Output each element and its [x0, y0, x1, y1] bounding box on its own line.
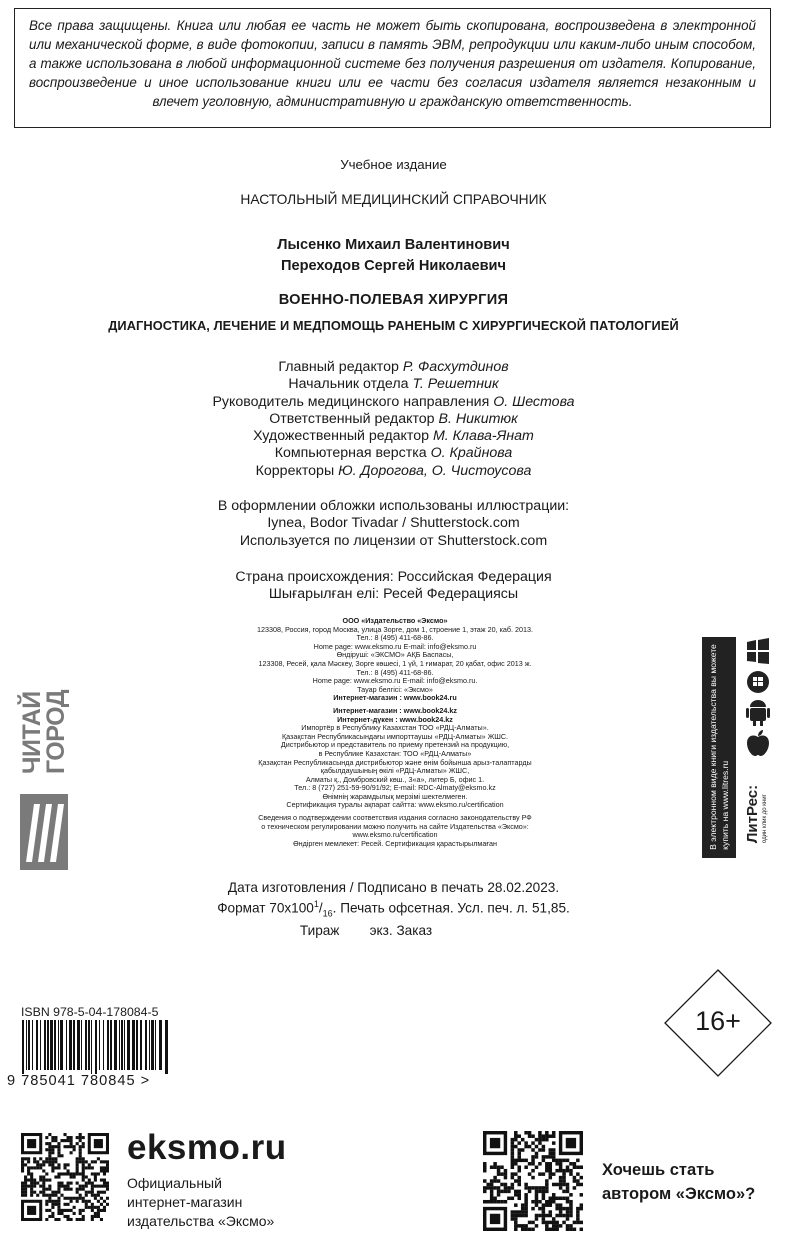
country-of-origin: [0, 569, 787, 604]
barcode-bar: [77, 1020, 80, 1070]
print-date: Дата изготовления / Подписано в печать 28.02.2023.: [227, 880, 560, 895]
barcode-bar: [165, 1020, 168, 1074]
barcode-bar: [91, 1020, 92, 1074]
imprint-line: Интернет-магазин : www.book24.ru: [333, 693, 457, 703]
barcode-bar: [132, 1020, 135, 1070]
imprint-line: Сертификация туралы ақпарат сайтта: www.eksmo.ru/certification: [286, 800, 504, 810]
imprint-line: Интернет-магазин : www.book24.kz: [333, 705, 457, 715]
edition-type: Учебное издание: [340, 157, 447, 172]
litres-logo-text: ЛитРес:: [744, 784, 761, 844]
barcode-bar: [99, 1020, 100, 1070]
credit-line: Руководитель медицинского направления О. Шестова: [212, 393, 575, 410]
imprint-line: 123308, Россия, город Москва, улица Зорге, дом 1, строение 1, этаж 20, каб. 2013.: [257, 624, 533, 634]
credit-line: Ответственный редактор В. Никитюк: [269, 410, 518, 427]
barcode-bar: [107, 1020, 109, 1070]
barcode-image: [20, 1020, 170, 1074]
barcode-bar: [73, 1020, 75, 1070]
barcode-bar: [136, 1020, 138, 1070]
shop-line: интернет-магазин: [127, 1194, 243, 1210]
chitai-word: ЧИТАЙ: [18, 691, 46, 775]
author-call-line: автором «Эксмо»?: [602, 1185, 756, 1203]
imprint-line: Дистрибьютор и представитель по приему претензий на продукцию,: [280, 740, 510, 750]
series-name: НАСТОЛЬНЫЙ МЕДИЦИНСКИЙ СПРАВОЧНИК: [240, 192, 547, 207]
barcode-bar: [36, 1020, 38, 1070]
imprint-line: о техническом регулировании можно получить на сайте Издательства «Эксмо»:: [261, 821, 529, 831]
print-info: [0, 879, 787, 939]
imprint-line: Тел.: 8 (495) 411-68-86.: [356, 633, 434, 643]
barcode-bar: [140, 1020, 142, 1070]
author-1: Лысенко Михаил Валентинович: [277, 237, 510, 253]
litres-banner[interactable]: [702, 637, 736, 858]
barcode-bar: [119, 1020, 120, 1070]
barcode-bar: [58, 1020, 59, 1070]
credits: [0, 359, 787, 480]
imprint-line: Қазақстан Республикасында дистрибьютор және өнім бойынша арыз-талаптарды: [258, 757, 532, 767]
eksmo-site-link[interactable]: eksmo.ru: [127, 1128, 287, 1167]
imprint-line: www.eksmo.ru/certification: [352, 830, 438, 840]
shop-line: издательства «Эксмо»: [127, 1213, 275, 1229]
become-author-text: [602, 1158, 755, 1206]
eksmo-qr-code[interactable]: [21, 1133, 109, 1221]
imprint-line: Алматы қ., Домбровский көш., 3«а», литер Б, офис 1.: [305, 774, 485, 784]
barcode-bar: [149, 1020, 150, 1070]
credit-line: Художественный редактор М. Клава-Янат: [253, 428, 534, 445]
barcode-bar: [151, 1020, 154, 1070]
imprint-line: в Республике Казахстан: ТОО «РДЦ-Алматы»: [318, 748, 472, 758]
barcode-bar: [32, 1020, 33, 1070]
imprint-line: 123308, Ресей, қала Мәскеу, Зорге көшесі, 1 үй, 1 ғимарат, 20 қабат, офис 2013 ж.: [258, 658, 532, 668]
chitai-gorod-wordmark: [20, 690, 68, 774]
imprint-line: Импортёр в Республику Казахстан ТОО «РДЦ-Алматы».: [301, 723, 489, 733]
eksmo-shop-text: [127, 1174, 274, 1231]
windows-phone-icon: [747, 671, 769, 693]
barcode-bar: [121, 1020, 123, 1070]
illustrations-line: Iynea, Bodor Tivadar / Shutterstock.com: [267, 515, 520, 532]
barcode-bar: [22, 1020, 24, 1074]
credit-line: Главный редактор Р. Фасхутдинов: [278, 359, 509, 375]
authors: [0, 235, 787, 277]
imprint-line: Қазақстан Республикасындағы импорттаушы «РДЦ-Алматы» ЖШС.: [281, 731, 509, 741]
imprint-line: Тел.: 8 (495) 411-68-86.: [356, 667, 434, 677]
barcode-bar: [114, 1020, 117, 1070]
imprint-line: Тауар белгісі: «Эксмо»: [357, 684, 433, 694]
age-rating-text: 16+: [695, 1006, 741, 1036]
barcode-bar: [145, 1020, 147, 1070]
barcode-bar: [95, 1020, 97, 1074]
barcode-bar: [110, 1020, 112, 1070]
barcode-bar: [44, 1020, 46, 1070]
chitai-gorod-logo: [16, 676, 72, 870]
author-qr-code[interactable]: [483, 1131, 583, 1231]
author-2: Переходов Сергей Николаевич: [280, 258, 506, 274]
platform-icons: [738, 637, 778, 767]
illustrations-credit: [0, 498, 787, 550]
barcode-bar: [124, 1020, 125, 1070]
barcode-bar: [159, 1020, 162, 1070]
isbn: ISBN 978-5-04-178084-5: [21, 1005, 159, 1019]
origin-line: Шығарылған елі: Ресей Федерациясы: [268, 586, 519, 603]
barcode-bar: [60, 1020, 63, 1070]
imprint-line: қабылдаушының өкілі «РДЦ-Алматы» ЖШС,: [320, 766, 470, 776]
litres-logo[interactable]: [742, 770, 772, 858]
litres-banner-url: купить на www.litres.ru: [720, 760, 730, 850]
imprint-line: Өндіруші: «ЭКСМО» АҚБ Баспасы,: [336, 650, 454, 660]
barcode-bar: [85, 1020, 87, 1070]
imprint-line: Сведения о подтверждении соответствия издания согласно законодательству РФ: [258, 813, 532, 823]
litres-banner-text: В электронном виде книги издательства вы можете: [708, 644, 718, 850]
apple-icon: [747, 730, 769, 756]
barcode-bar: [103, 1020, 104, 1070]
barcode-bar: [127, 1020, 130, 1070]
shop-line: Официальный: [127, 1175, 222, 1191]
barcode-bar: [66, 1020, 67, 1070]
credit-line: Корректоры Ю. Дорогова, О. Чистоусова: [255, 462, 532, 479]
age-rating-badge: [663, 968, 773, 1078]
barcode-bar: [81, 1020, 82, 1070]
litres-tagline: один клик до книг: [762, 794, 768, 844]
imprint-line: Тел.: 8 (727) 251-59-90/91/92; E-mail: RDC-Almaty@eksmo.kz: [294, 783, 496, 793]
imprint-line: Өнімнің жарамдылық мерзімі шектелмеген.: [322, 791, 468, 801]
barcode-bar: [88, 1020, 90, 1070]
barcode-bar: [26, 1020, 27, 1070]
copyright-notice: Все права защищены. Книга или любая ее часть не может быть скопирована, воспроизведена в электронной или механической форме, в виде фотокопии, записи в память ЭВМ, репродукции или каким-либо иным способом, а также использована в любой информационной системе без получения разрешения от издателя. Копирование, воспроизведение и иное использование книги или ее части без согласия издателя является незаконным и влечет уголовную, административную и гражданскую ответственность.: [14, 8, 771, 128]
imprint-line: Өндірген мемлекет: Ресей. Сертификация қарастырылмаған: [293, 838, 497, 848]
android-icon: [746, 700, 770, 726]
publisher-imprint: [200, 617, 590, 848]
barcode-bar: [28, 1020, 30, 1070]
barcode-bar: [47, 1020, 49, 1070]
imprint-line: Home page: www.eksmo.ru E-mail: info@eksmo.ru: [313, 641, 477, 651]
barcode-bar: [40, 1020, 41, 1070]
print-format: Формат $70x100^1/_{16}$. Печать офсетная. Усл. печ. л. 51,85.: [217, 899, 570, 919]
barcode-bar: [155, 1020, 156, 1070]
print-circulation: Тираж экз. Заказ: [299, 923, 433, 939]
gorod-word: ГОРОД: [42, 689, 70, 775]
author-call-line: Хочешь стать: [602, 1161, 715, 1179]
windows-icon: [747, 638, 769, 664]
origin-line: Страна происхождения: Российская Федерация: [235, 569, 552, 585]
imprint-line: Интернет-дүкен : www.book24.kz: [337, 714, 453, 724]
book-subtitle: ДИАГНОСТИКА, ЛЕЧЕНИЕ И МЕДПОМОЩЬ РАНЕНЫМ С ХИРУРГИЧЕСКОЙ ПАТОЛОГИЕЙ: [108, 318, 679, 333]
imprint-line: ООО «Издательство «Эксмо»: [342, 616, 448, 625]
imprint-line: Home page: www.eksmo.ru E-mail: info@eksmo.ru.: [312, 676, 478, 686]
book-title: ВОЕННО-ПОЛЕВАЯ ХИРУРГИЯ: [278, 292, 509, 308]
barcode-bar: [69, 1020, 72, 1070]
credit-line: Компьютерная верстка О. Крайнова: [274, 445, 513, 462]
barcode-bar: [54, 1020, 56, 1070]
illustrations-line: В оформлении обложки использованы иллюстрации:: [217, 498, 570, 514]
credit-line: Начальник отдела Т. Решетник: [288, 376, 499, 393]
barcode-bar: [50, 1020, 53, 1070]
illustrations-line: Используется по лицензии от Shutterstock.com: [239, 532, 548, 549]
barcode-digits: 9 785041 780845 >: [7, 1073, 151, 1089]
